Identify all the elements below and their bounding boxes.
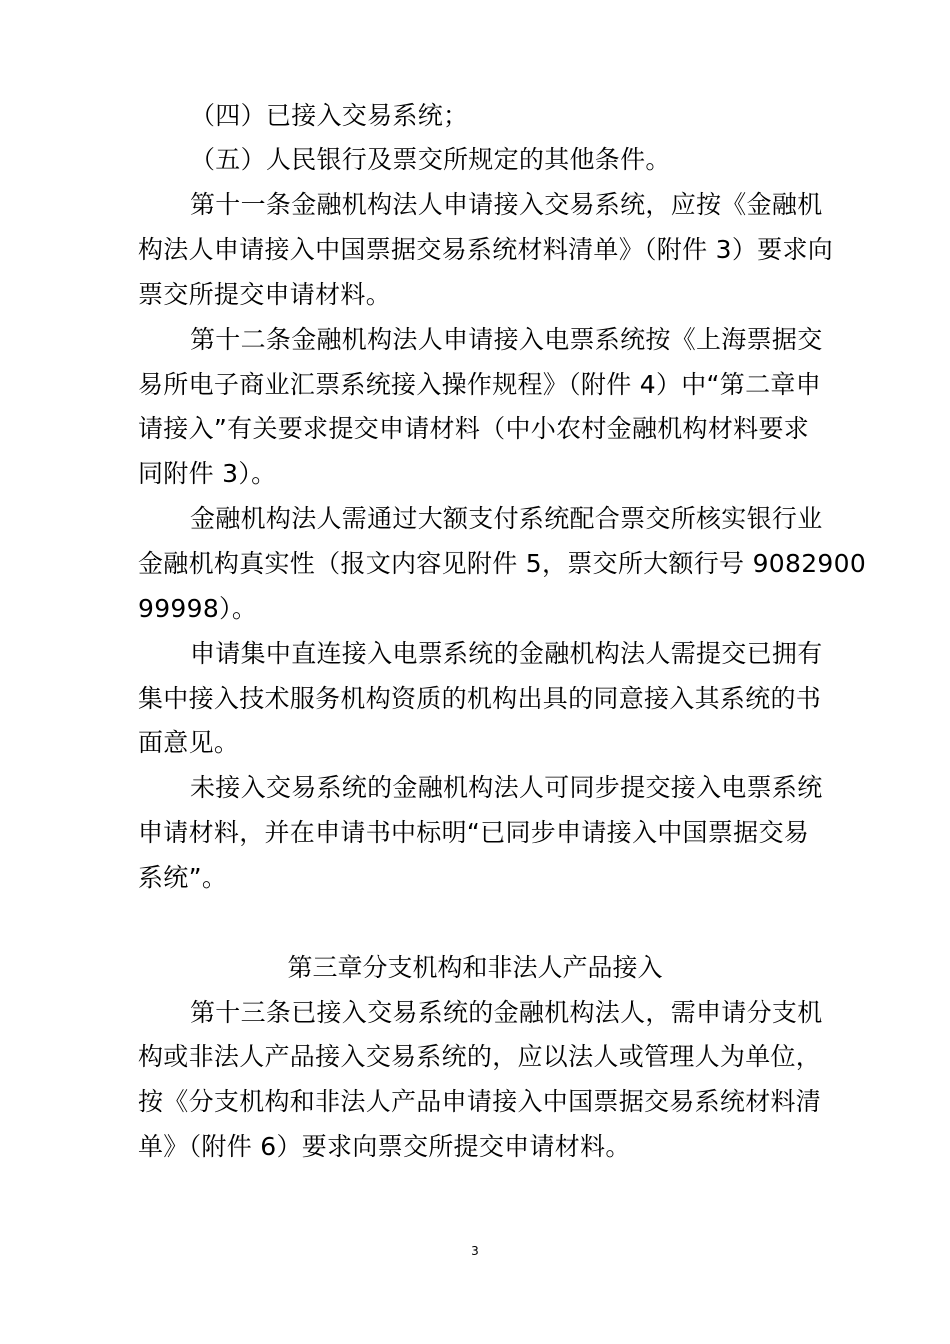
paragraph-line: 系统”。: [138, 863, 228, 892]
chapter-heading: 第三章分支机构和非法人产品接入: [287, 953, 663, 982]
page-number: 3: [471, 1244, 479, 1258]
paragraph-line: 面意见。: [138, 728, 240, 757]
paragraph-line: 未接入交易系统的金融机构法人可同步提交接入电票系统: [190, 773, 823, 802]
paragraph-line: 单》（附件 6）要求向票交所提交申请材料。: [138, 1132, 631, 1161]
paragraph-line: 构法人申请接入中国票据交易系统材料清单》（附件 3）要求向: [138, 235, 834, 264]
paragraph-line: 票交所提交申请材料。: [138, 280, 392, 309]
paragraph-line: 按《分支机构和非法人产品申请接入中国票据交易系统材料清: [138, 1087, 822, 1116]
paragraph-line: 第十一条金融机构法人申请接入交易系统，应按《金融机: [190, 190, 823, 219]
paragraph-line: 申请集中直连接入电票系统的金融机构法人需提交已拥有: [190, 639, 823, 668]
paragraph-line: 同附件 3）。: [138, 459, 277, 488]
paragraph-line: 集中接入技术服务机构资质的机构出具的同意接入其系统的书: [138, 684, 822, 713]
paragraph-line: 金融机构真实性（报文内容见附件 5，票交所大额行号 9082900: [138, 549, 867, 578]
paragraph-line: 金融机构法人需通过大额支付系统配合票交所核实银行业: [190, 504, 823, 533]
paragraph-line: 易所电子商业汇票系统接入操作规程》（附件 4）中“第二章申: [138, 370, 822, 399]
paragraph-line: 请接入”有关要求提交申请材料（中小农村金融机构材料要求: [138, 414, 810, 443]
paragraph-line: （五）人民银行及票交所规定的其他条件。: [190, 145, 671, 174]
paragraph-line: 第十三条已接入交易系统的金融机构法人，需申请分支机: [190, 998, 823, 1027]
paragraph-line: 申请材料，并在申请书中标明“已同步申请接入中国票据交易: [138, 818, 810, 847]
paragraph-line: （四）已接入交易系统；: [190, 101, 469, 130]
paragraph-line: 99998）。: [138, 594, 258, 623]
paragraph-line: 第十二条金融机构法人申请接入电票系统按《上海票据交: [190, 325, 823, 354]
paragraph-line: 构或非法人产品接入交易系统的，应以法人或管理人为单位，: [138, 1042, 822, 1071]
